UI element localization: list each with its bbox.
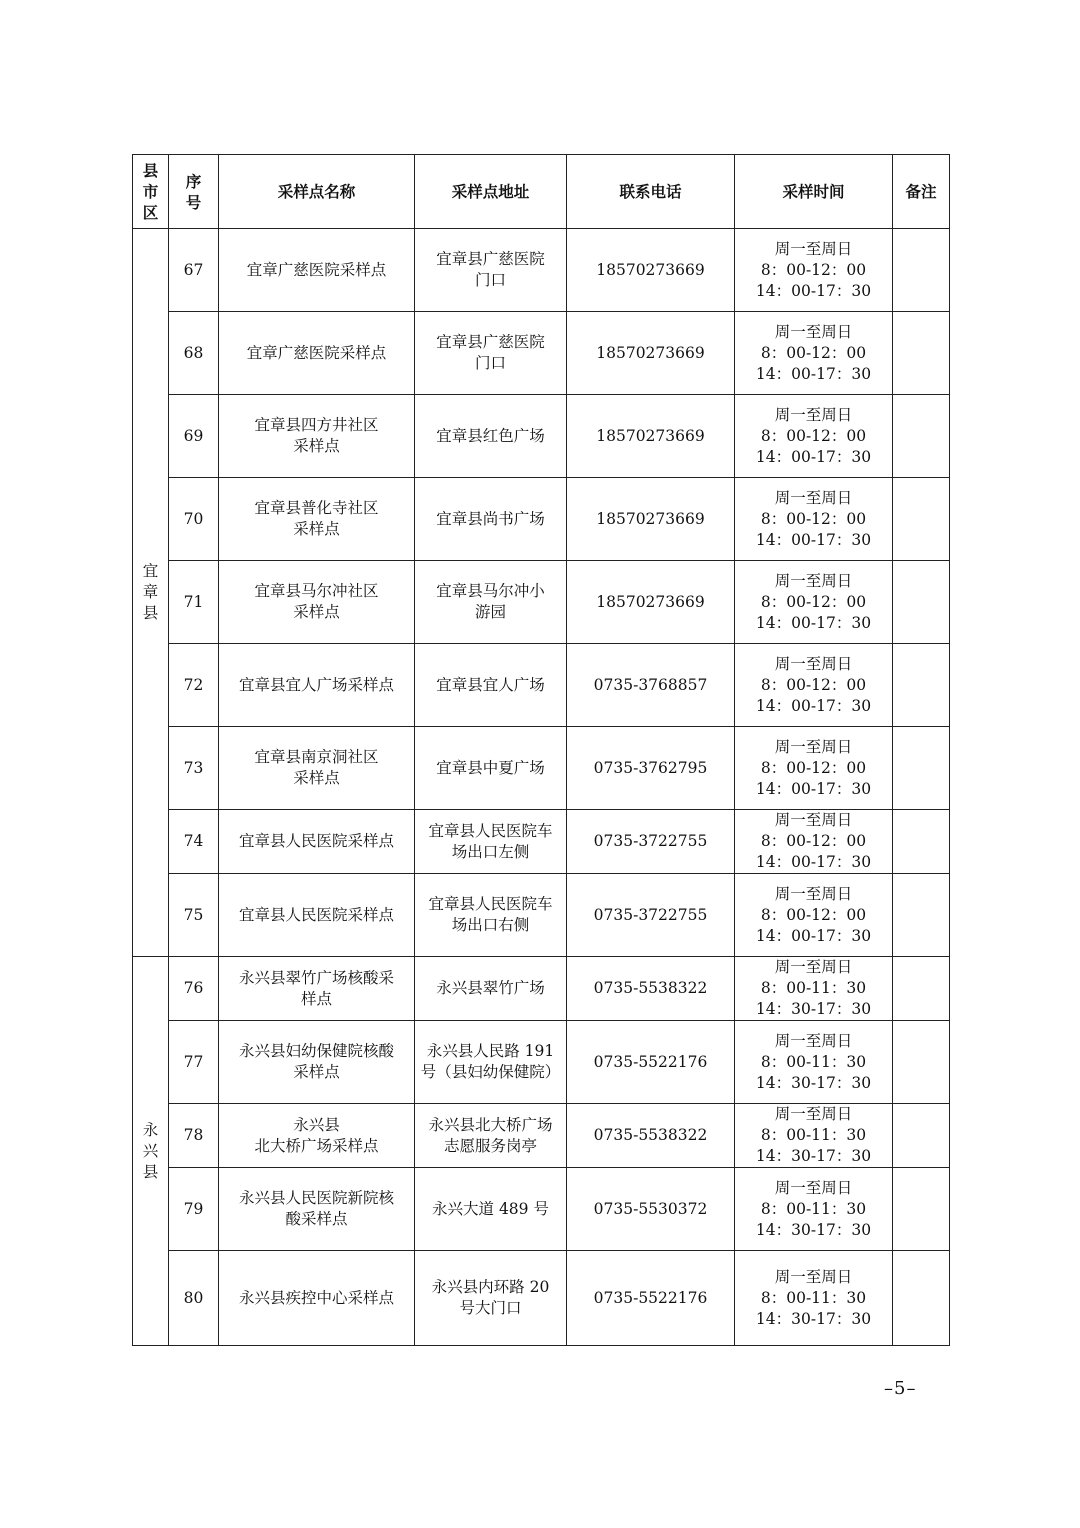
header-address: 采样点地址 <box>415 155 567 229</box>
phone-cell: 0735-3768857 <box>567 644 735 727</box>
county-cell: 永兴县 <box>133 957 169 1346</box>
address-cell: 宜章县宜人广场 <box>415 644 567 727</box>
name-cell: 永兴县 北大桥广场采样点 <box>219 1104 415 1168</box>
phone-cell: 0735-5522176 <box>567 1251 735 1346</box>
time-cell: 周一至周日 8：00-12：00 14：00-17：30 <box>735 810 893 874</box>
address-cell: 永兴县翠竹广场 <box>415 957 567 1021</box>
phone-cell: 18570273669 <box>567 395 735 478</box>
name-cell: 宜章县四方井社区 采样点 <box>219 395 415 478</box>
time-cell: 周一至周日 8：00-11：30 14：30-17：30 <box>735 1104 893 1168</box>
table-row <box>133 957 950 1021</box>
county-cell: 宜章县 <box>133 229 169 957</box>
name-cell: 宜章广慈医院采样点 <box>219 312 415 395</box>
index-cell: 74 <box>169 810 219 874</box>
address-cell: 宜章县中夏广场 <box>415 727 567 810</box>
phone-cell: 18570273669 <box>567 312 735 395</box>
note-cell <box>893 1168 950 1251</box>
note-cell <box>893 957 950 1021</box>
time-cell: 周一至周日 8：00-12：00 14：00-17：30 <box>735 312 893 395</box>
note-cell <box>893 644 950 727</box>
phone-cell: 0735-3722755 <box>567 810 735 874</box>
phone-cell: 0735-5522176 <box>567 1021 735 1104</box>
index-cell: 67 <box>169 229 219 312</box>
table-row <box>133 312 950 395</box>
address-cell: 宜章县红色广场 <box>415 395 567 478</box>
note-cell <box>893 874 950 957</box>
name-cell: 宜章县宜人广场采样点 <box>219 644 415 727</box>
phone-cell: 18570273669 <box>567 478 735 561</box>
table-row <box>133 810 950 874</box>
note-cell <box>893 229 950 312</box>
phone-cell: 0735-3722755 <box>567 874 735 957</box>
table-row <box>133 1021 950 1104</box>
note-cell <box>893 561 950 644</box>
index-cell: 76 <box>169 957 219 1021</box>
index-cell: 69 <box>169 395 219 478</box>
time-cell: 周一至周日 8：00-12：00 14：00-17：30 <box>735 561 893 644</box>
table-row <box>133 395 950 478</box>
table-row <box>133 727 950 810</box>
note-cell <box>893 727 950 810</box>
address-cell: 宜章县人民医院车 场出口右侧 <box>415 874 567 957</box>
time-cell: 周一至周日 8：00-11：30 14：30-17：30 <box>735 1021 893 1104</box>
time-cell: 周一至周日 8：00-12：00 14：00-17：30 <box>735 644 893 727</box>
table-row <box>133 1251 950 1346</box>
note-cell <box>893 395 950 478</box>
note-cell <box>893 1251 950 1346</box>
note-cell <box>893 478 950 561</box>
index-cell: 72 <box>169 644 219 727</box>
table-row <box>133 644 950 727</box>
note-cell <box>893 810 950 874</box>
time-cell: 周一至周日 8：00-11：30 14：30-17：30 <box>735 1168 893 1251</box>
header-county: 县市区 <box>133 155 169 229</box>
address-cell: 永兴大道 489 号 <box>415 1168 567 1251</box>
index-cell: 68 <box>169 312 219 395</box>
address-cell: 宜章县人民医院车 场出口左侧 <box>415 810 567 874</box>
table-row <box>133 478 950 561</box>
time-cell: 周一至周日 8：00-11：30 14：30-17：30 <box>735 957 893 1021</box>
address-cell: 宜章县马尔冲小 游园 <box>415 561 567 644</box>
note-cell <box>893 1021 950 1104</box>
header-time: 采样时间 <box>735 155 893 229</box>
header-row <box>133 155 950 229</box>
name-cell: 宜章县马尔冲社区 采样点 <box>219 561 415 644</box>
phone-cell: 18570273669 <box>567 561 735 644</box>
index-cell: 78 <box>169 1104 219 1168</box>
name-cell: 永兴县翠竹广场核酸采 样点 <box>219 957 415 1021</box>
name-cell: 宜章县人民医院采样点 <box>219 810 415 874</box>
header-phone: 联系电话 <box>567 155 735 229</box>
index-cell: 73 <box>169 727 219 810</box>
table-row <box>133 229 950 312</box>
phone-cell: 18570273669 <box>567 229 735 312</box>
name-cell: 宜章县普化寺社区 采样点 <box>219 478 415 561</box>
address-cell: 宜章县广慈医院 门口 <box>415 229 567 312</box>
name-cell: 宜章县南京洞社区 采样点 <box>219 727 415 810</box>
note-cell <box>893 1104 950 1168</box>
time-cell: 周一至周日 8：00-12：00 14：00-17：30 <box>735 478 893 561</box>
address-cell: 永兴县内环路 20 号大门口 <box>415 1251 567 1346</box>
index-cell: 75 <box>169 874 219 957</box>
index-cell: 80 <box>169 1251 219 1346</box>
address-cell: 永兴县人民路 191 号（县妇幼保健院） <box>415 1021 567 1104</box>
index-cell: 71 <box>169 561 219 644</box>
phone-cell: 0735-5538322 <box>567 957 735 1021</box>
header-note: 备注 <box>893 155 950 229</box>
name-cell: 永兴县疾控中心采样点 <box>219 1251 415 1346</box>
time-cell: 周一至周日 8：00-12：00 14：00-17：30 <box>735 727 893 810</box>
phone-cell: 0735-3762795 <box>567 727 735 810</box>
name-cell: 永兴县妇幼保健院核酸 采样点 <box>219 1021 415 1104</box>
table-row <box>133 561 950 644</box>
table-row <box>133 874 950 957</box>
page-number: –5– <box>884 1378 917 1399</box>
name-cell: 宜章广慈医院采样点 <box>219 229 415 312</box>
time-cell: 周一至周日 8：00-11：30 14：30-17：30 <box>735 1251 893 1346</box>
name-cell: 宜章县人民医院采样点 <box>219 874 415 957</box>
time-cell: 周一至周日 8：00-12：00 14：00-17：30 <box>735 874 893 957</box>
note-cell <box>893 312 950 395</box>
index-cell: 77 <box>169 1021 219 1104</box>
address-cell: 宜章县广慈医院 门口 <box>415 312 567 395</box>
index-cell: 70 <box>169 478 219 561</box>
phone-cell: 0735-5530372 <box>567 1168 735 1251</box>
table-row <box>133 1104 950 1168</box>
time-cell: 周一至周日 8：00-12：00 14：00-17：30 <box>735 229 893 312</box>
address-cell: 宜章县尚书广场 <box>415 478 567 561</box>
header-name: 采样点名称 <box>219 155 415 229</box>
name-cell: 永兴县人民医院新院核 酸采样点 <box>219 1168 415 1251</box>
index-cell: 79 <box>169 1168 219 1251</box>
sampling-points-table <box>132 154 950 1346</box>
table-row <box>133 1168 950 1251</box>
phone-cell: 0735-5538322 <box>567 1104 735 1168</box>
address-cell: 永兴县北大桥广场 志愿服务岗亭 <box>415 1104 567 1168</box>
time-cell: 周一至周日 8：00-12：00 14：00-17：30 <box>735 395 893 478</box>
header-index: 序号 <box>169 155 219 229</box>
